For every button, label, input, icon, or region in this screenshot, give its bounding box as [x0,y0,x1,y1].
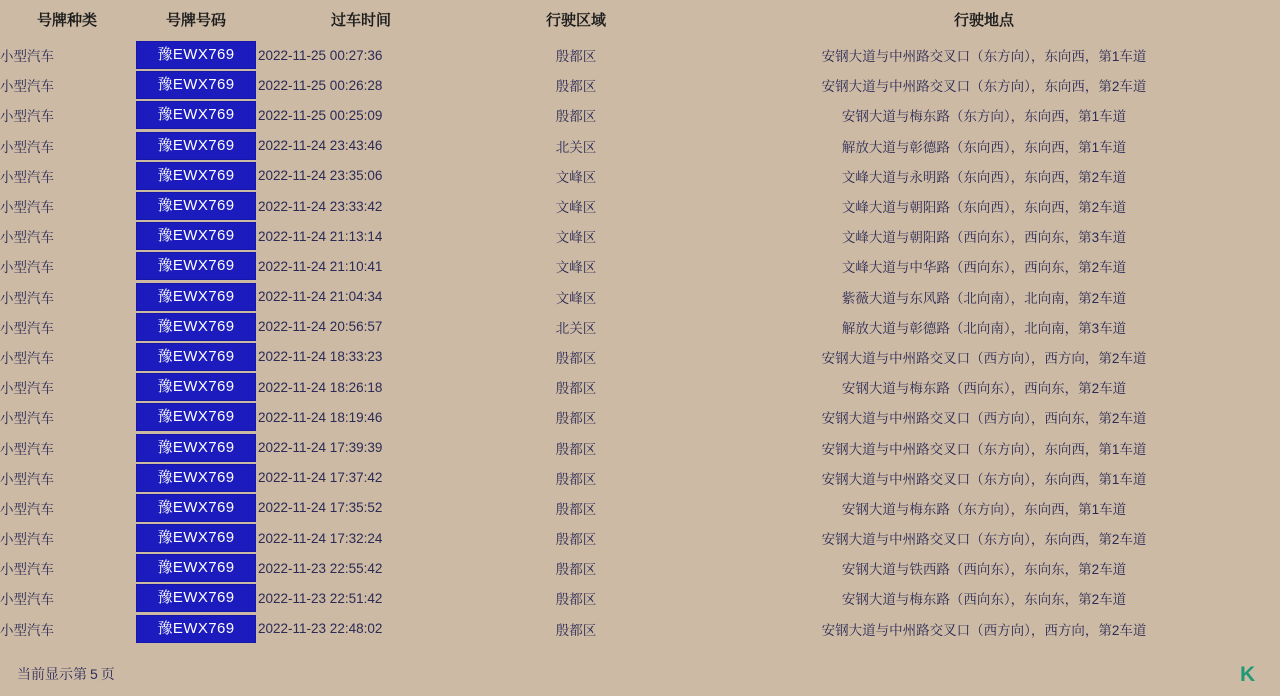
table-row [0,70,1280,100]
cell-area: 北关区 [555,320,597,336]
cell-pass-time: 2022-11-23 22:51:42 [258,590,383,606]
table-body [0,40,1280,644]
cell-plate-type: 小型汽车 [0,290,54,306]
table-row [0,614,1280,644]
table-row [0,342,1280,372]
cell-area: 殷都区 [555,501,597,517]
license-plate-badge: 豫EWX769 [136,71,256,99]
cell-location: 安钢大道与中州路交叉口（西方向），西向东，第2车道 [821,411,1147,427]
pagination-suffix: 页 [100,666,115,682]
watermark-letter: K [1240,663,1256,686]
license-plate-badge: 豫EWX769 [136,283,256,311]
cell-plate-number [134,342,258,372]
cell-area: 殷都区 [555,622,597,638]
cell-area: 殷都区 [555,350,597,366]
cell-plate-type: 小型汽车 [0,350,54,366]
license-plate-badge: 豫EWX769 [136,494,256,522]
cell-location: 解放大道与彰德路（北向南），北向南，第3车道 [841,320,1127,336]
cell-plate-number [134,402,258,432]
watermark-logo [1240,662,1266,688]
cell-area: 殷都区 [555,441,597,457]
cell-pass-time: 2022-11-24 20:56:57 [258,319,383,335]
cell-location: 安钢大道与中州路交叉口（西方向），西方向，第2车道 [821,350,1147,366]
table-row [0,251,1280,281]
cell-plate-type: 小型汽车 [0,230,54,246]
cell-plate-type: 小型汽车 [0,441,54,457]
cell-plate-type: 小型汽车 [0,532,54,548]
cell-pass-time: 2022-11-24 21:04:34 [258,289,383,305]
cell-location: 安钢大道与中州路交叉口（东方向），东向西，第1车道 [821,49,1147,65]
cell-location: 安钢大道与中州路交叉口（东方向），东向西，第1车道 [821,441,1147,457]
cell-location: 文峰大道与朝阳路（东向西），东向西，第2车道 [841,200,1127,216]
cell-plate-number [134,251,258,281]
table-row [0,463,1280,493]
cell-pass-time: 2022-11-23 22:48:02 [258,621,383,637]
table-row [0,583,1280,613]
cell-area: 文峰区 [555,290,597,306]
column-header-pass-time: 过车时间 [330,12,391,29]
cell-area: 文峰区 [555,169,597,185]
pagination-prefix: 当前显示第 [17,666,87,682]
column-header-location: 行驶地点 [953,12,1014,29]
license-plate-badge: 豫EWX769 [136,524,256,552]
cell-plate-type: 小型汽车 [0,109,54,125]
cell-location: 安钢大道与梅东路（东方向），东向西，第1车道 [841,109,1127,125]
pagination-status [17,664,115,684]
cell-pass-time: 2022-11-24 21:13:14 [258,228,383,244]
table-row [0,553,1280,583]
table-row [0,432,1280,462]
cell-plate-number [134,312,258,342]
cell-plate-number [134,583,258,613]
cell-location: 文峰大道与朝阳路（西向东），西向东，第3车道 [841,230,1127,246]
cell-location: 安钢大道与梅东路（东方向），东向西，第1车道 [841,501,1127,517]
cell-location: 安钢大道与中州路交叉口（西方向），西方向，第2车道 [821,622,1147,638]
cell-plate-number [134,614,258,644]
table-row [0,372,1280,402]
cell-location: 文峰大道与永明路（东向西），东向西，第2车道 [841,169,1127,185]
cell-plate-number [134,100,258,130]
cell-location: 安钢大道与铁西路（西向东），东向东，第2车道 [841,562,1127,578]
cell-plate-type: 小型汽车 [0,562,54,578]
cell-plate-type: 小型汽车 [0,79,54,95]
cell-plate-number [134,493,258,523]
cell-plate-number [134,40,258,70]
table-row [0,282,1280,312]
cell-pass-time: 2022-11-24 17:37:42 [258,470,383,486]
table-row [0,161,1280,191]
cell-plate-type: 小型汽车 [0,622,54,638]
cell-location: 文峰大道与中华路（西向东），西向东，第2车道 [841,260,1127,276]
table-row [0,402,1280,432]
cell-pass-time: 2022-11-25 00:25:09 [258,107,383,123]
cell-pass-time: 2022-11-23 22:55:42 [258,560,383,576]
cell-plate-number [134,161,258,191]
cell-plate-type: 小型汽车 [0,260,54,276]
cell-pass-time: 2022-11-24 17:35:52 [258,500,383,516]
license-plate-badge: 豫EWX769 [136,41,256,69]
cell-plate-number [134,432,258,462]
license-plate-badge: 豫EWX769 [136,101,256,129]
cell-pass-time: 2022-11-24 18:33:23 [258,349,383,365]
cell-plate-number [134,282,258,312]
cell-plate-type: 小型汽车 [0,200,54,216]
cell-location: 安钢大道与中州路交叉口（东方向），东向西，第2车道 [821,79,1147,95]
table-row [0,100,1280,130]
cell-pass-time: 2022-11-24 17:32:24 [258,530,383,546]
license-plate-badge: 豫EWX769 [136,584,256,612]
table-row [0,523,1280,553]
license-plate-badge: 豫EWX769 [136,373,256,401]
cell-pass-time: 2022-11-24 17:39:39 [258,440,383,456]
cell-area: 殷都区 [555,109,597,125]
cell-plate-number [134,70,258,100]
cell-pass-time: 2022-11-24 23:43:46 [258,138,383,154]
cell-plate-type: 小型汽车 [0,471,54,487]
cell-plate-type: 小型汽车 [0,169,54,185]
table-row [0,493,1280,523]
license-plate-badge: 豫EWX769 [136,464,256,492]
column-header-plate-number: 号牌号码 [165,12,226,29]
table-header-row [0,0,1280,40]
cell-plate-number [134,191,258,221]
cell-plate-type: 小型汽车 [0,49,54,65]
cell-plate-type: 小型汽车 [0,381,54,397]
cell-location: 安钢大道与中州路交叉口（东方向），东向西，第1车道 [821,471,1147,487]
cell-location: 解放大道与彰德路（东向西），东向西，第1车道 [841,139,1127,155]
table-header [0,0,1280,40]
license-plate-badge: 豫EWX769 [136,403,256,431]
cell-area: 殷都区 [555,471,597,487]
cell-pass-time: 2022-11-24 23:35:06 [258,168,383,184]
cell-plate-number [134,523,258,553]
license-plate-badge: 豫EWX769 [136,615,256,643]
cell-plate-number [134,463,258,493]
license-plate-badge: 豫EWX769 [136,434,256,462]
cell-location: 安钢大道与梅东路（西向东），西向东，第2车道 [841,381,1127,397]
cell-pass-time: 2022-11-24 18:19:46 [258,409,383,425]
cell-plate-number [134,131,258,161]
license-plate-badge: 豫EWX769 [136,252,256,280]
cell-plate-number [134,221,258,251]
cell-plate-number [134,553,258,583]
cell-area: 文峰区 [555,260,597,276]
cell-area: 北关区 [555,139,597,155]
cell-area: 文峰区 [555,230,597,246]
license-plate-badge: 豫EWX769 [136,343,256,371]
cell-area: 殷都区 [555,381,597,397]
license-plate-badge: 豫EWX769 [136,313,256,341]
license-plate-badge: 豫EWX769 [136,132,256,160]
table-row [0,191,1280,221]
cell-plate-type: 小型汽车 [0,411,54,427]
cell-area: 殷都区 [555,79,597,95]
cell-pass-time: 2022-11-24 18:26:18 [258,379,383,395]
license-plate-badge: 豫EWX769 [136,192,256,220]
cell-plate-type: 小型汽车 [0,501,54,517]
license-plate-badge: 豫EWX769 [136,554,256,582]
cell-plate-type: 小型汽车 [0,320,54,336]
cell-plate-number [134,372,258,402]
column-header-plate-type: 号牌种类 [36,12,97,29]
cell-pass-time: 2022-11-25 00:27:36 [258,47,383,63]
cell-location: 安钢大道与梅东路（西向东），东向东，第2车道 [841,592,1127,608]
column-header-area: 行驶区域 [545,12,606,29]
cell-plate-type: 小型汽车 [0,139,54,155]
cell-area: 殷都区 [555,49,597,65]
current-page-number: 5 [90,666,98,682]
table-row [0,131,1280,161]
cell-area: 殷都区 [555,592,597,608]
cell-pass-time: 2022-11-24 23:33:42 [258,198,383,214]
cell-pass-time: 2022-11-25 00:26:28 [258,77,383,93]
table-row [0,40,1280,70]
cell-plate-type: 小型汽车 [0,592,54,608]
cell-location: 紫薇大道与东风路（北向南），北向南，第2车道 [841,290,1127,306]
cell-pass-time: 2022-11-24 21:10:41 [258,258,383,274]
license-plate-badge: 豫EWX769 [136,222,256,250]
cell-location: 安钢大道与中州路交叉口（东方向），东向西，第2车道 [821,532,1147,548]
table-row [0,221,1280,251]
license-plate-badge: 豫EWX769 [136,162,256,190]
table-row [0,312,1280,342]
cell-area: 殷都区 [555,562,597,578]
cell-area: 殷都区 [555,532,597,548]
cell-area: 文峰区 [555,200,597,216]
cell-area: 殷都区 [555,411,597,427]
